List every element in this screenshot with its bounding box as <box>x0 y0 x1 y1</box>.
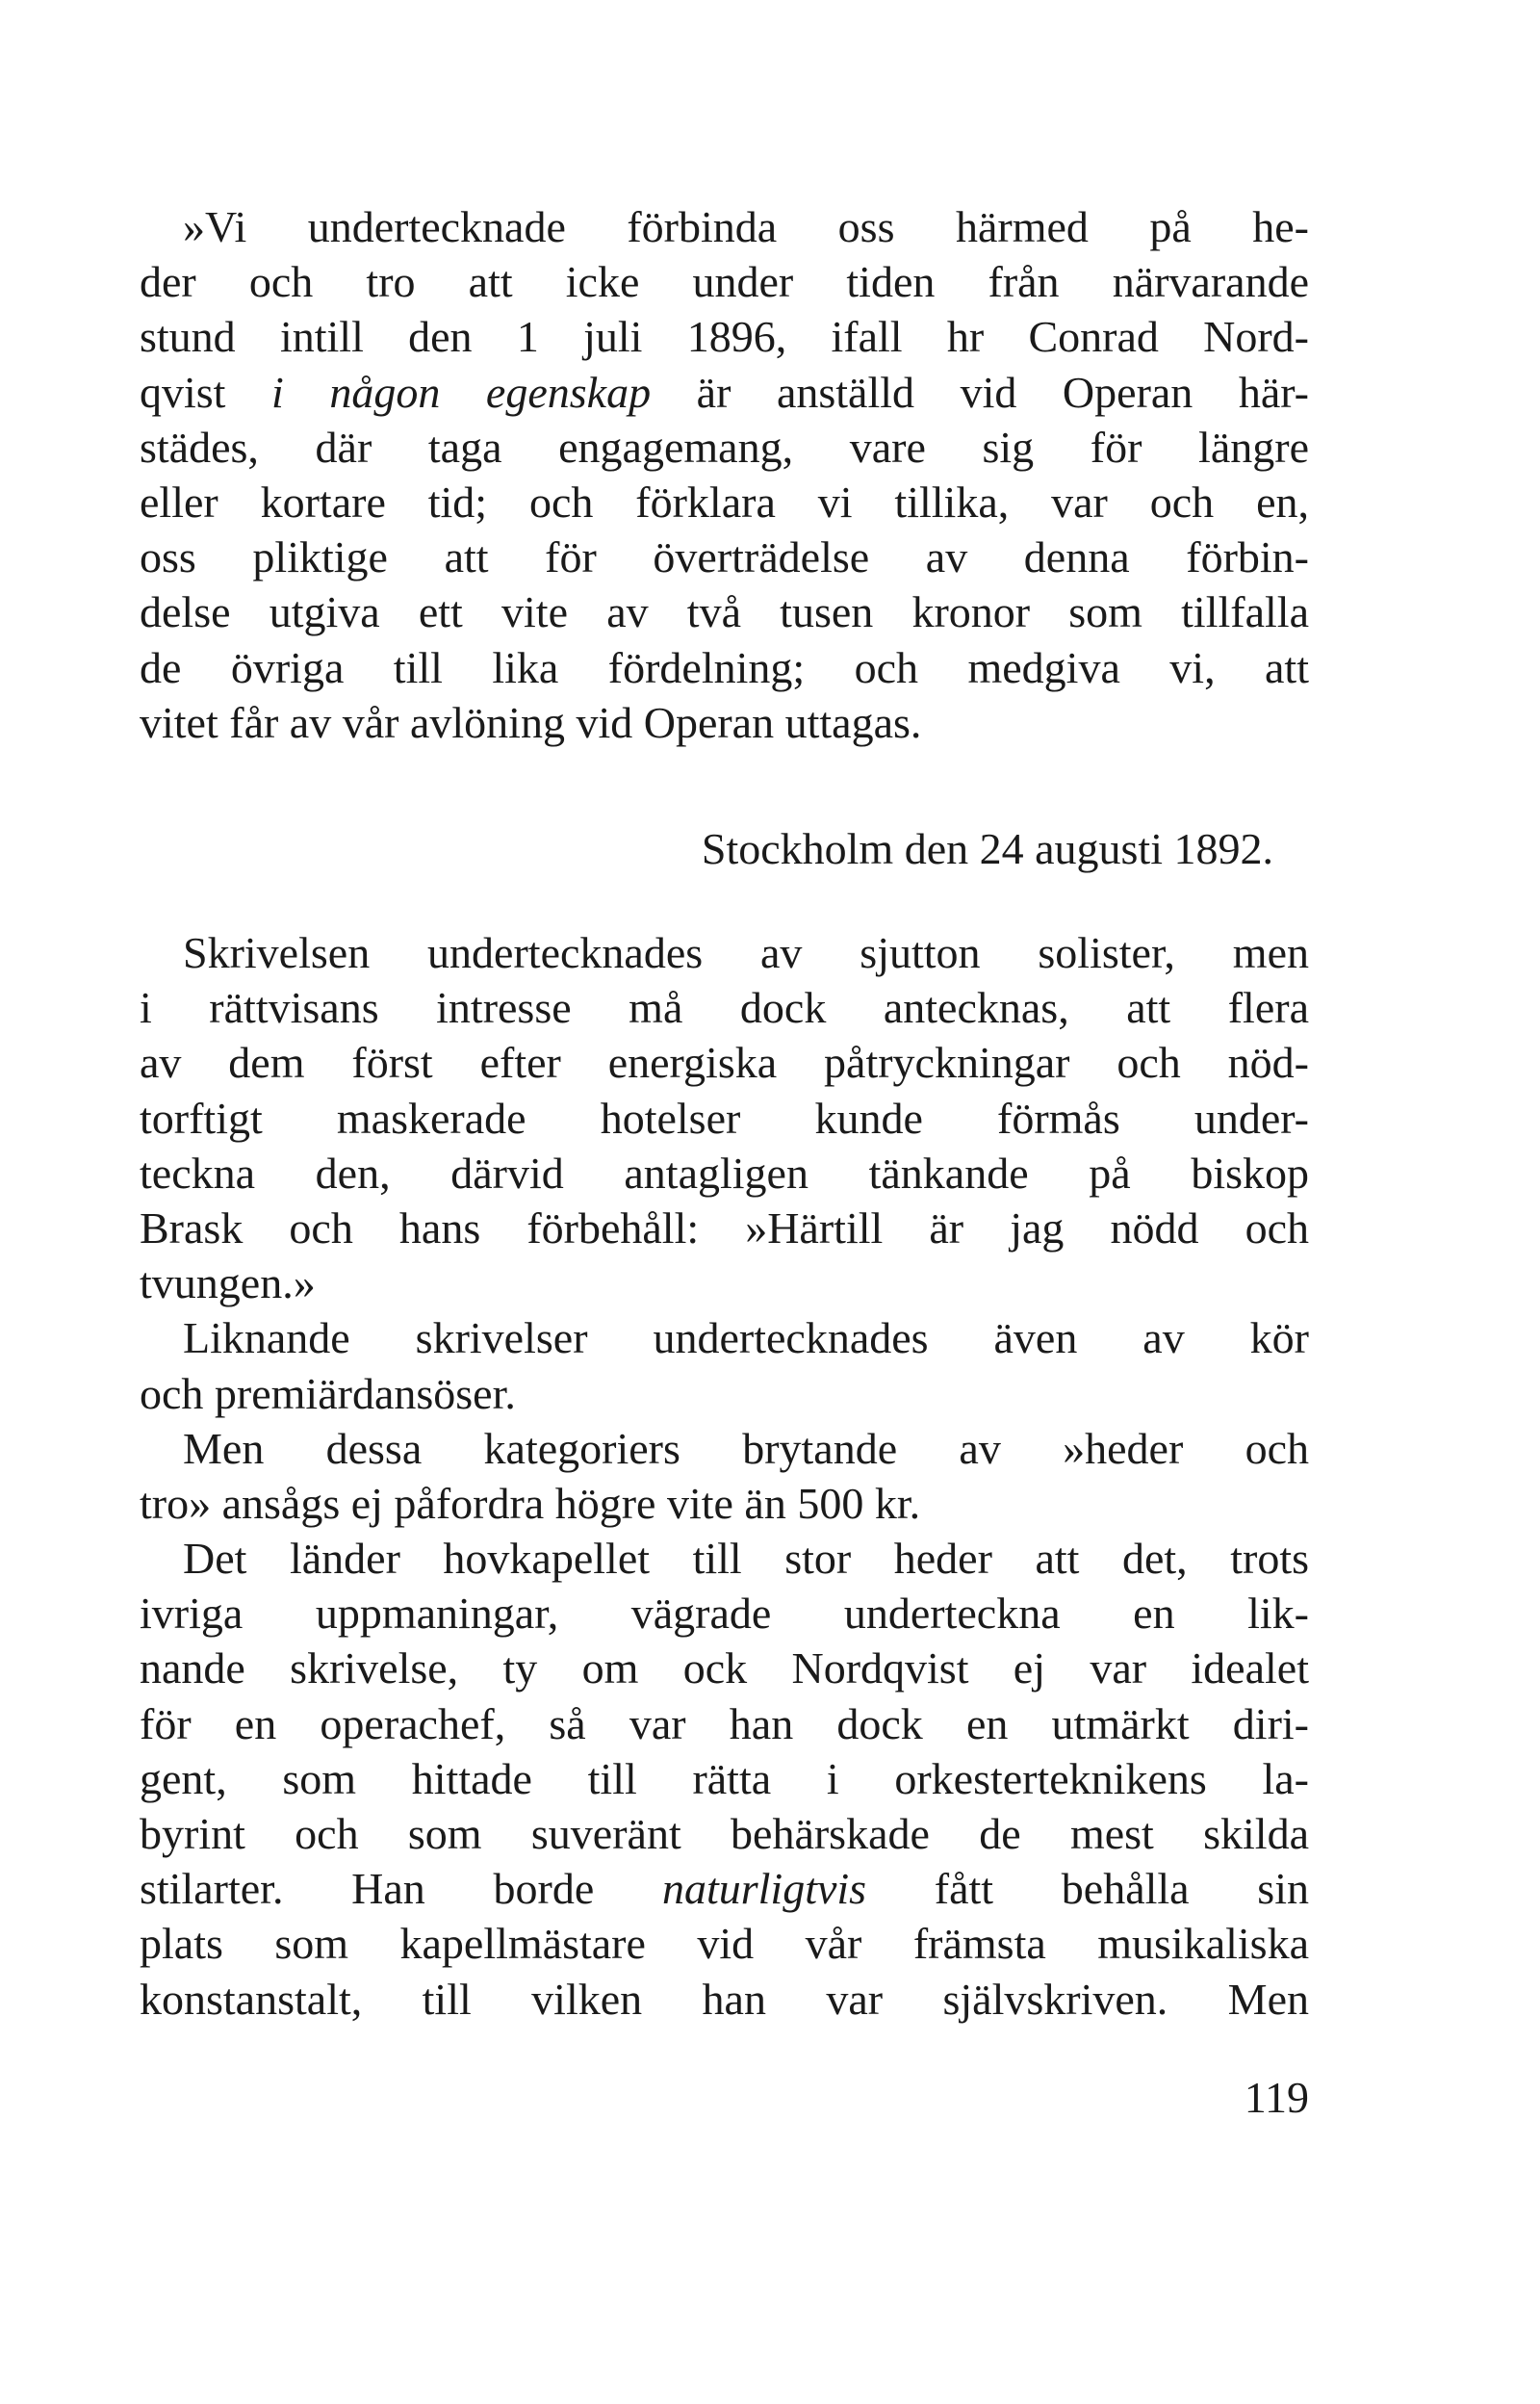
text-line: Liknande skrivelser undertecknades även av kör <box>183 1313 1309 1363</box>
text-line: der och tro att icke under tiden från närvarande <box>140 257 1309 307</box>
text-line: vitet får av vår avlöning vid Operan uttagas. <box>140 697 922 747</box>
text-line: nande skrivelse, ty om ock Nordqvist ej var idealet <box>140 1643 1309 1693</box>
body-text <box>140 925 1309 2027</box>
text-line: konstanstalt, till vilken han var självskriven. Men <box>140 1974 1309 2024</box>
italic-word: naturligtvis <box>661 1864 867 1914</box>
text-line: Brask och hans förbehåll: »Härtill är jag nödd och <box>140 1202 1309 1253</box>
text-line: teckna den, därvid antagligen tänkande på biskop <box>140 1148 1309 1198</box>
text-line: Det länder hovkapellet till stor heder att det, trots <box>183 1534 1309 1584</box>
italic-phrase: i någon egenskap <box>271 367 652 417</box>
text-line: Men dessa kategoriers brytande av »heder och <box>183 1423 1309 1473</box>
text-line: för en operachef, så var han dock en utmärkt diri- <box>140 1698 1309 1748</box>
text-line: delse utgiva ett vite av två tusen kronor som tillfalla <box>140 587 1309 637</box>
text-line: tvungen.» <box>140 1258 316 1308</box>
text-line: qvist i någon egenskap är anställd vid Operan här- <box>140 367 1309 417</box>
text-line: oss pliktige att för överträdelse av denna förbin- <box>140 532 1309 582</box>
text-line: »Vi undertecknade förbinda oss härmed på he- <box>183 202 1309 251</box>
text-line: Skrivelsen undertecknades av sjutton solister, men <box>183 928 1309 977</box>
text-line: stund intill den 1 juli 1896, ifall hr Conrad Nord- <box>140 312 1309 362</box>
text-line: av dem först efter energiska påtryckningar och nöd- <box>140 1038 1309 1088</box>
quoted-pledge <box>140 199 1309 750</box>
text-line: torftigt maskerade hotelser kunde förmås under- <box>140 1093 1309 1143</box>
text-line: ivriga uppmaningar, vägrade underteckna en lik- <box>140 1589 1309 1639</box>
text-line: gent, som hittade till rätta i orkesterteknikens la- <box>140 1753 1309 1803</box>
text-line: i rättvisans intresse må dock antecknas, att flera <box>140 983 1309 1033</box>
dateline: Stockholm den 24 augusti 1892. <box>701 824 1273 873</box>
text-line: städes, där taga engagemang, vare sig för längre <box>140 422 1309 472</box>
text-line: byrint och som suveränt behärskade de mest skilda <box>140 1809 1309 1858</box>
page-number: 119 <box>1244 2073 1309 2122</box>
text-line: och premiärdansöser. <box>140 1368 516 1418</box>
text-line: stilarter. Han borde naturligtvis fått behålla sin <box>140 1864 1309 1914</box>
text-line: de övriga till lika fördelning; och medgiva vi, att <box>140 642 1309 692</box>
text-line: tro» ansågs ej påfordra högre vite än 500 kr. <box>140 1478 921 1528</box>
text-line: eller kortare tid; och förklara vi tillika, var och en, <box>140 477 1309 527</box>
text-line: plats som kapellmästare vid vår främsta musikaliska <box>140 1919 1309 1969</box>
